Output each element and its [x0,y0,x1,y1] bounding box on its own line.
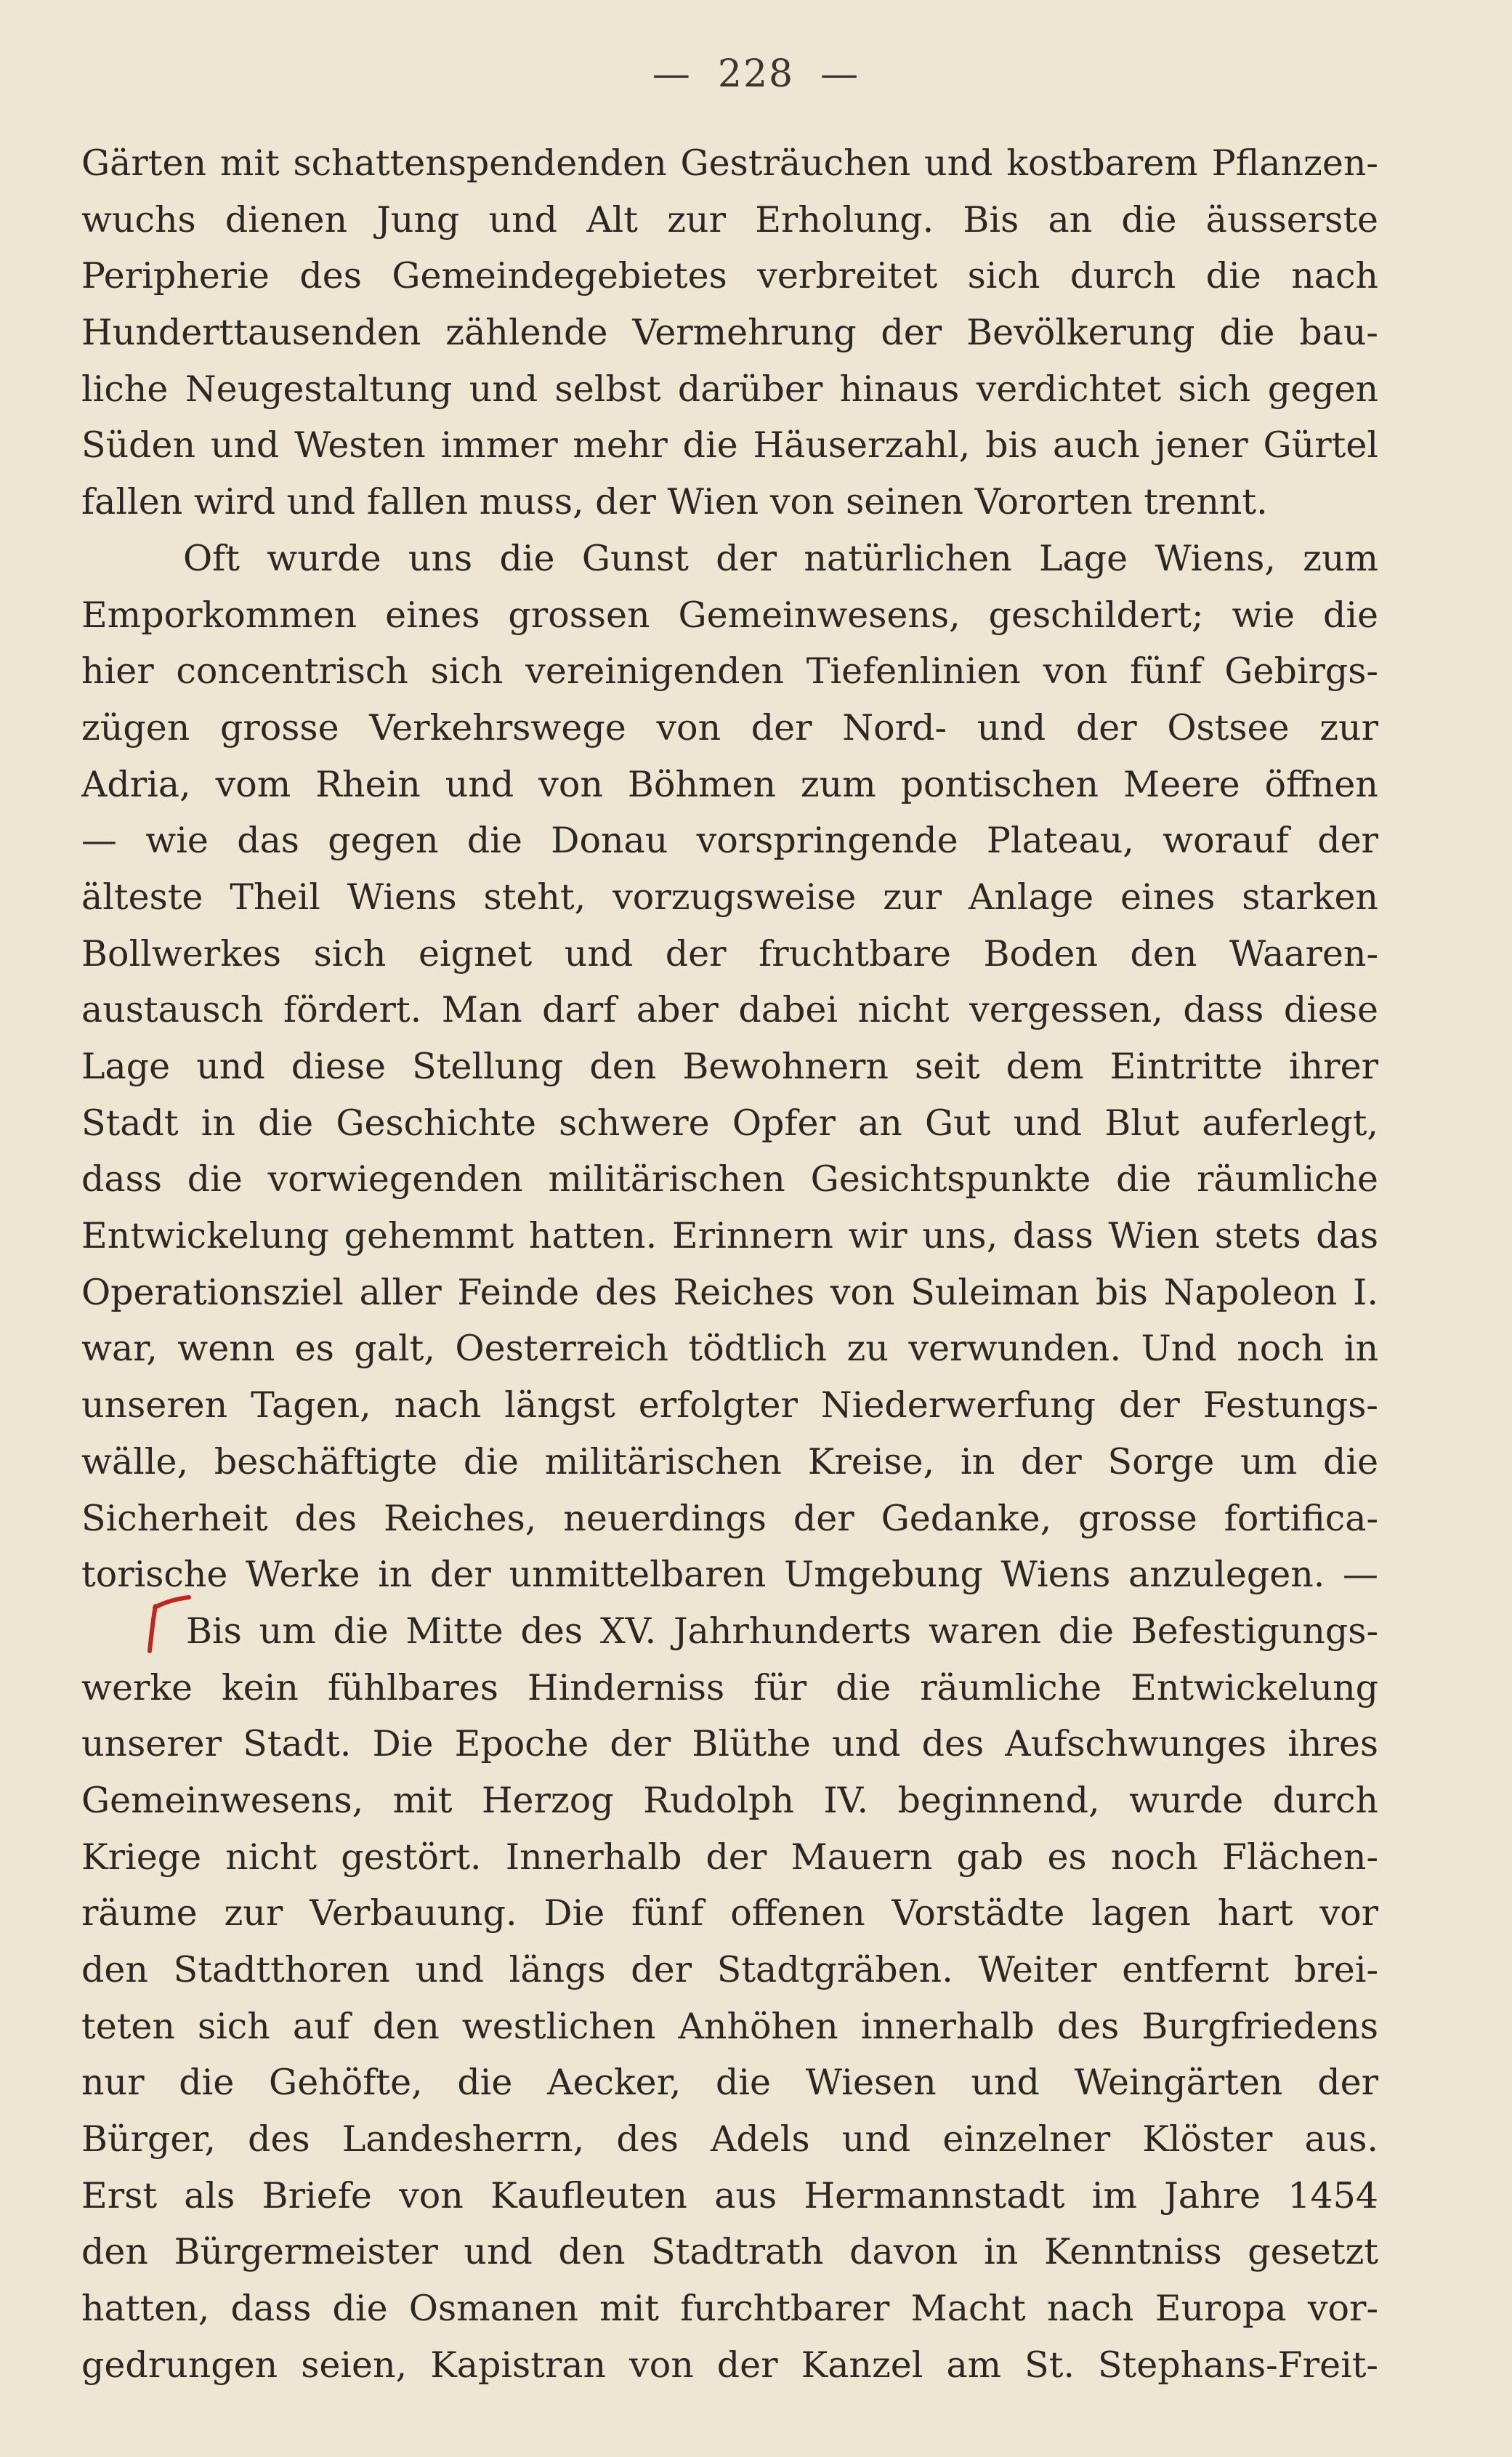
text-line: torische Werke in der unmittelbaren Umgebung Wiens anzulegen. — [81,1554,1378,1596]
text-line: nur die Gehöfte, die Aecker, die Wiesen und Weingärten der [81,2062,1378,2104]
text-line: werke kein fühlbares Hinderniss für die räumliche Entwickelung [81,1666,1378,1708]
text-line: Bollwerkes sich eignet und der fruchtbare Boden den Waaren- [81,932,1378,975]
text-line: Erst als Briefe von Kaufleuten aus Hermannstadt im Jahre 1454 [81,2174,1378,2216]
header-dash-right: — [820,52,860,96]
text-line: fallen wird und fallen muss, der Wien von seinen Vororten trennt. [81,481,1268,523]
text-line: hier concentrisch sich vereinigenden Tiefenlinien von fünf Gebirgs- [81,650,1378,693]
text-line: hatten, dass die Osmanen mit furchtbarer Macht nach Europa vor- [81,2288,1378,2330]
text-line: wälle, beschäftigte die militärischen Kreise, in der Sorge um die [81,1440,1378,1482]
text-line: räume zur Verbauung. Die fünf offenen Vorstädte lagen hart vor [81,1892,1378,1934]
text-line: Kriege nicht gestört. Innerhalb der Mauern gab es noch Flächen- [81,1836,1378,1878]
text-line: Lage und diese Stellung den Bewohnern seit dem Eintritte ihrer [81,1046,1378,1087]
text-line: den Bürgermeister und den Stadtrath davon in Kenntniss gesetzt [81,2231,1378,2273]
text-line: teten sich auf den westlichen Anhöhen innerhalb des Burgfriedens [81,2005,1378,2047]
text-line: Peripherie des Gemeindegebietes verbreitet sich durch die nach [81,255,1378,297]
text-line: war, wenn es galt, Oesterreich tödtlich zu verwunden. Und noch in [81,1328,1378,1370]
page-header [0,52,1512,96]
text-line: gedrungen seien, Kapistran von der Kanzel am St. Stephans-Freit- [81,2344,1378,2386]
text-line: wuchs dienen Jung und Alt zur Erholung. Bis an die äusserste [81,198,1378,241]
text-line: Emporkommen eines grossen Gemeinwesens, geschildert; wie die [81,594,1378,636]
text-line: Operationsziel aller Feinde des Reiches von Suleiman bis Napoleon I. [81,1271,1378,1313]
text-line: Hunderttausenden zählende Vermehrung der Bevölkerung die bau- [81,312,1378,354]
header-dash-left: — [652,52,692,96]
body-text [81,135,1378,2394]
text-line: unseren Tagen, nach längst erfolgter Niederwerfung der Festungs- [81,1384,1378,1427]
text-line: Bis um die Mitte des XV. Jahrhunderts waren die Befestigungs- [186,1610,1378,1652]
text-line: den Stadtthoren und längs der Stadtgräben. Weiter entfernt brei- [81,1949,1378,1990]
text-line: Bürger, des Landesherrn, des Adels und einzelner Klöster aus. [81,2118,1378,2161]
text-line: Adria, vom Rhein und von Böhmen zum pontischen Meere öffnen [81,763,1378,805]
text-line: älteste Theil Wiens steht, vorzugsweise zur Anlage eines starken [81,876,1378,918]
text-line: dass die vorwiegenden militärischen Gesichtspunkte die räumliche [81,1158,1378,1201]
text-line: Gärten mit schattenspendenden Gesträuchen und kostbarem Pflanzen- [81,142,1378,184]
text-line: Stadt in die Geschichte schwere Opfer an Gut und Blut auferlegt, [81,1102,1378,1144]
text-line: Sicherheit des Reiches, neuerdings der Gedanke, grosse fortifica- [81,1497,1378,1539]
text-line: zügen grosse Verkehrswege von der Nord- und der Ostsee zur [81,706,1378,749]
page-number: 228 [717,52,795,96]
text-line: unserer Stadt. Die Epoche der Blüthe und des Aufschwunges ihres [81,1723,1378,1765]
text-line: liche Neugestaltung und selbst darüber hinaus verdichtet sich gegen [81,368,1378,410]
text-line: Entwickelung gehemmt hatten. Erinnern wir uns, dass Wien stets das [81,1215,1378,1257]
text-line: Oft wurde uns die Gunst der natürlichen Lage Wiens, zum [183,537,1378,579]
text-line: austausch fördert. Man darf aber dabei nicht vergessen, dass diese [81,989,1378,1031]
text-line: Gemeinwesens, mit Herzog Rudolph IV. beginnend, wurde durch [81,1779,1378,1821]
text-line: — wie das gegen die Donau vorspringende Plateau, worauf der [81,820,1378,862]
text-line: Süden und Westen immer mehr die Häuserzahl, bis auch jener Gürtel [81,424,1378,467]
